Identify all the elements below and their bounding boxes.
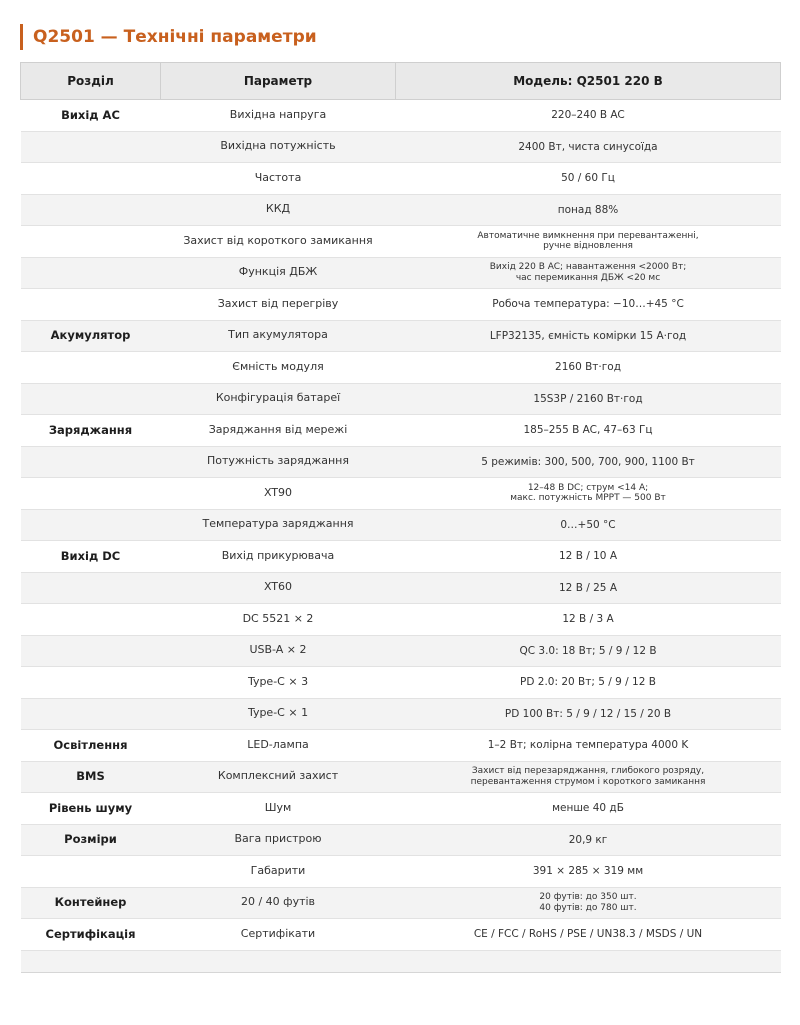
value-line: 391 × 285 × 319 мм [532, 865, 644, 878]
value-line: 12 В / 3 А [562, 613, 614, 626]
table-row [21, 509, 781, 541]
value-cell [396, 824, 781, 856]
value-cell [396, 100, 781, 132]
value-cell [396, 541, 781, 573]
value-line: 1–2 Вт; колірна температура 4000 K [487, 739, 689, 752]
table-row [21, 320, 781, 352]
value-line: 5 режимів: 300, 500, 700, 900, 1100 Вт [481, 455, 695, 468]
value-cell [396, 793, 781, 825]
value-cell [396, 415, 781, 447]
section-cell: Акумулятор [21, 320, 161, 352]
header-row [21, 63, 781, 100]
section-cell: Контейнер [21, 887, 161, 919]
section-cell [21, 446, 161, 478]
parameter-cell: Комплексний захист [161, 761, 396, 793]
page-title: Q2501 — Технічні параметри [33, 27, 317, 47]
table-row [21, 446, 781, 478]
spec-table [20, 62, 781, 973]
table-footer-row [21, 950, 781, 972]
value-line: Автоматичне вимкнення при перевантаженні, [477, 230, 699, 241]
table-row [21, 383, 781, 415]
table-row [21, 856, 781, 888]
parameter-cell: Вихідна напруга [161, 100, 396, 132]
parameter-cell: Сертифікати [161, 919, 396, 951]
section-cell [21, 667, 161, 699]
value-line: Вихід 220 В AC; навантаження <2000 Вт; [489, 262, 687, 273]
parameter-cell: Type-C × 1 [161, 698, 396, 730]
parameter-cell: Габарити [161, 856, 396, 888]
section-cell [21, 194, 161, 226]
table-row [21, 257, 781, 289]
value-cell [396, 856, 781, 888]
parameter-cell: 20 / 40 футів [161, 887, 396, 919]
section-cell [21, 635, 161, 667]
table-row [21, 415, 781, 447]
value-cell [396, 919, 781, 951]
value-line: 185–255 В AC, 47–63 Гц [523, 424, 653, 437]
section-cell [21, 257, 161, 289]
table-row [21, 352, 781, 384]
table-row [21, 194, 781, 226]
value-cell [396, 446, 781, 478]
value-line: 2400 Вт, чиста синусоїда [518, 140, 658, 153]
table-row [21, 824, 781, 856]
value-cell [396, 257, 781, 289]
parameter-cell: USB-A × 2 [161, 635, 396, 667]
section-cell: BMS [21, 761, 161, 793]
parameter-cell: Конфігурація батареї [161, 383, 396, 415]
section-cell: Заряджання [21, 415, 161, 447]
header-section: Розділ [21, 63, 161, 100]
section-cell [21, 163, 161, 195]
section-cell: Сертифікація [21, 919, 161, 951]
section-cell [21, 478, 161, 510]
section-cell: Вихід DC [21, 541, 161, 573]
title-bar [20, 24, 317, 50]
value-cell [396, 887, 781, 919]
parameter-cell: Ємність модуля [161, 352, 396, 384]
value-line: 15S3P / 2160 Вт·год [533, 392, 643, 405]
value-line: Захист від перезаряджання, глибокого розряду, [471, 766, 705, 777]
table-row [21, 541, 781, 573]
section-cell: Вихід AC [21, 100, 161, 132]
value-cell [396, 604, 781, 636]
value-line: QC 3.0: 18 Вт; 5 / 9 / 12 В [519, 644, 657, 657]
table-row [21, 604, 781, 636]
table-row [21, 478, 781, 510]
value-line: LFP32135, ємність комірки 15 А·год [489, 329, 687, 342]
section-cell [21, 352, 161, 384]
value-line: 20,9 кг [568, 833, 608, 846]
parameter-cell: Потужність заряджання [161, 446, 396, 478]
section-cell [21, 509, 161, 541]
value-cell [396, 698, 781, 730]
table-row [21, 761, 781, 793]
value-cell [396, 761, 781, 793]
table-row [21, 572, 781, 604]
value-cell [396, 509, 781, 541]
parameter-cell: Вага пристрою [161, 824, 396, 856]
value-line: Робоча температура: −10…+45 °C [492, 298, 684, 311]
table-row [21, 730, 781, 762]
parameter-cell: Тип акумулятора [161, 320, 396, 352]
value-line: 50 / 60 Гц [561, 172, 615, 185]
table-row [21, 635, 781, 667]
section-cell: Розміри [21, 824, 161, 856]
table-row [21, 226, 781, 258]
value-cell [396, 730, 781, 762]
parameter-cell: Захист від короткого замикання [161, 226, 396, 258]
table-row [21, 131, 781, 163]
parameter-cell: Температура заряджання [161, 509, 396, 541]
value-line: 0…+50 °C [560, 518, 616, 531]
parameter-cell: XT60 [161, 572, 396, 604]
value-cell [396, 163, 781, 195]
value-cell [396, 320, 781, 352]
parameter-cell: ККД [161, 194, 396, 226]
parameter-cell: Заряджання від мережі [161, 415, 396, 447]
footer-cell [21, 950, 781, 972]
value-cell [396, 131, 781, 163]
value-cell [396, 289, 781, 321]
table-header [21, 63, 781, 100]
table-row [21, 667, 781, 699]
value-cell [396, 667, 781, 699]
value-line: PD 2.0: 20 Вт; 5 / 9 / 12 В [520, 676, 656, 689]
value-line: ручне відновлення [543, 241, 633, 252]
section-cell [21, 383, 161, 415]
value-line: PD 100 Вт: 5 / 9 / 12 / 15 / 20 В [504, 707, 672, 720]
parameter-cell: Type-C × 3 [161, 667, 396, 699]
value-line: 40 футів: до 780 шт. [539, 902, 637, 913]
parameter-cell: Функція ДБЖ [161, 257, 396, 289]
table-row [21, 163, 781, 195]
value-cell [396, 194, 781, 226]
value-cell [396, 635, 781, 667]
table-row [21, 100, 781, 132]
table-body [21, 100, 781, 973]
value-line: 20 футів: до 350 шт. [539, 892, 637, 903]
parameter-cell: Захист від перегріву [161, 289, 396, 321]
section-cell: Освітлення [21, 730, 161, 762]
header-model: Модель: Q2501 220 В [396, 63, 781, 100]
section-cell: Рівень шуму [21, 793, 161, 825]
table-row [21, 698, 781, 730]
value-line: 220–240 В AC [551, 109, 625, 122]
value-line: макс. потужність MPPT — 500 Вт [510, 493, 666, 504]
parameter-cell: Вихідна потужність [161, 131, 396, 163]
value-cell [396, 572, 781, 604]
value-line: час перемикання ДБЖ <20 мс [515, 272, 661, 283]
value-line: 2160 Вт·год [555, 361, 621, 374]
table-row [21, 793, 781, 825]
section-cell [21, 856, 161, 888]
value-line: понад 88% [557, 203, 619, 216]
section-cell [21, 289, 161, 321]
section-cell [21, 604, 161, 636]
value-cell [396, 352, 781, 384]
value-line: перевантаження струмом і короткого замикання [470, 776, 706, 787]
value-cell [396, 478, 781, 510]
value-cell [396, 383, 781, 415]
parameter-cell: XT90 [161, 478, 396, 510]
parameter-cell: LED-лампа [161, 730, 396, 762]
parameter-cell: Частота [161, 163, 396, 195]
section-cell [21, 131, 161, 163]
section-cell [21, 698, 161, 730]
table-row [21, 919, 781, 951]
value-line: менше 40 дБ [552, 802, 624, 815]
value-line: 12 В / 10 А [559, 550, 617, 563]
value-line: 12 В / 25 А [559, 581, 617, 594]
table-row [21, 289, 781, 321]
value-line: CE / FCC / RoHS / PSE / UN38.3 / MSDS / UN [473, 928, 703, 941]
parameter-cell: DC 5521 × 2 [161, 604, 396, 636]
section-cell [21, 226, 161, 258]
value-line: 12–48 В DC; струм <14 А; [527, 482, 649, 493]
header-parameter: Параметр [161, 63, 396, 100]
value-cell [396, 226, 781, 258]
parameter-cell: Шум [161, 793, 396, 825]
table-row [21, 887, 781, 919]
parameter-cell: Вихід прикурювача [161, 541, 396, 573]
section-cell [21, 572, 161, 604]
